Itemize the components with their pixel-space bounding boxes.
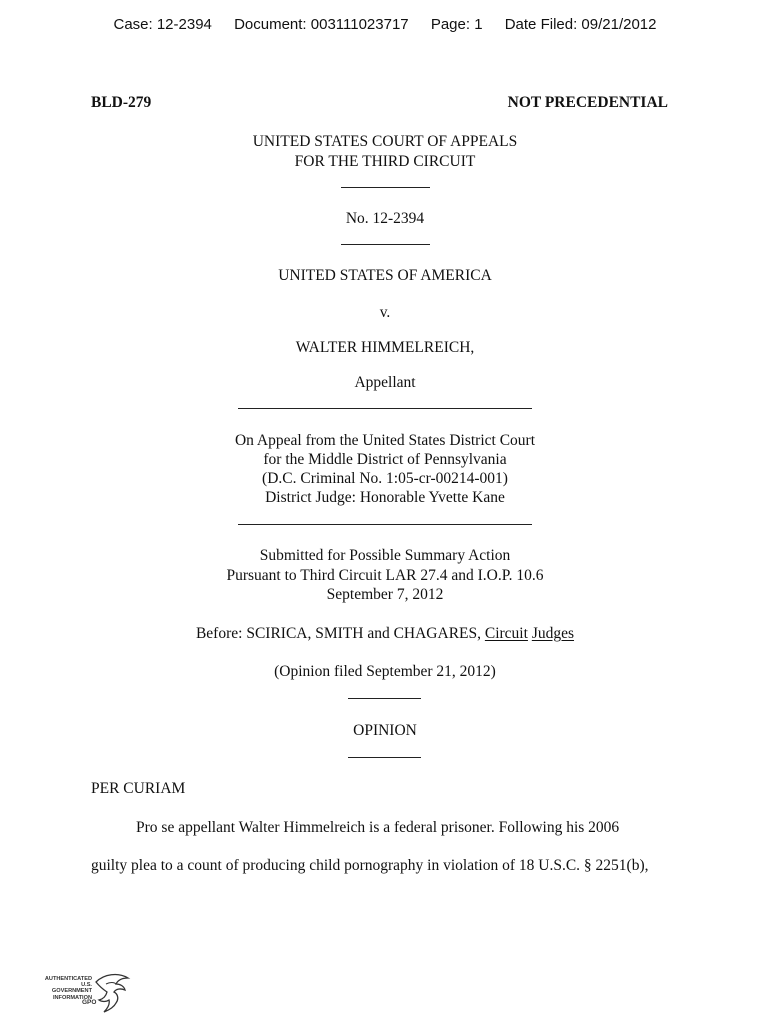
divider — [341, 244, 430, 245]
appeal-line-3: (D.C. Criminal No. 1:05-cr-00214-001) — [262, 470, 508, 487]
panel-judges-word: Judges — [531, 625, 575, 642]
divider — [348, 757, 421, 758]
opinion-filed-date: (Opinion filed September 21, 2012) — [274, 663, 496, 680]
party-role: Appellant — [354, 374, 416, 391]
opinion-paragraph-line-2: guilty plea to a count of producing child pornography in violation of 18 U.S.C. § 2251(b), — [91, 857, 649, 874]
per-curiam-label: PER CURIAM — [91, 780, 186, 797]
appeal-line-4: District Judge: Honorable Yvette Kane — [265, 489, 505, 506]
submitted-line-2: Pursuant to Third Circuit LAR 27.4 and I.O.P. 10.6 — [226, 567, 544, 584]
date-filed-label: Date Filed: 09/21/2012 — [504, 16, 657, 33]
filing-header — [0, 16, 770, 33]
seal-line-3: INFORMATION — [52, 994, 92, 1001]
court-name-line1: UNITED STATES COURT OF APPEALS — [252, 133, 518, 150]
panel-circuit-word: Circuit — [484, 625, 528, 642]
court-name-line2: FOR THE THIRD CIRCUIT — [294, 153, 476, 170]
panel-judges-names: Before: SCIRICA, SMITH and CHAGARES, — [195, 625, 485, 642]
divider — [238, 408, 532, 409]
seal-line-1: AUTHENTICATED — [44, 976, 92, 982]
case-number-label: Case: 12-2394 — [113, 16, 212, 33]
submitted-date: September 7, 2012 — [326, 586, 444, 603]
opinion-heading: OPINION — [353, 722, 417, 739]
eagle-icon — [92, 972, 132, 1016]
party-plaintiff: UNITED STATES OF AMERICA — [278, 267, 492, 284]
appeal-line-2: for the Middle District of Pennsylvania — [263, 451, 507, 468]
versus-label: v. — [379, 304, 391, 321]
divider — [341, 187, 430, 188]
submitted-line-1: Submitted for Possible Summary Action — [259, 547, 511, 564]
gpo-authentication-seal — [42, 972, 132, 1016]
party-defendant: WALTER HIMMELREICH, — [295, 339, 475, 356]
case-number: No. 12-2394 — [345, 210, 425, 227]
docket-code: BLD-279 — [91, 94, 152, 111]
panel-judges — [0, 624, 770, 644]
page-number-label: Page: 1 — [430, 16, 483, 33]
divider — [348, 698, 421, 699]
document-number-label: Document: 003111023717 — [234, 16, 409, 33]
seal-line-2: U.S. GOVERNMENT — [51, 982, 92, 995]
seal-text — [42, 976, 92, 1001]
divider — [238, 524, 532, 525]
appeal-line-1: On Appeal from the United States District Court — [234, 432, 536, 449]
opinion-paragraph-line-1: Pro se appellant Walter Himmelreich is a federal prisoner. Following his 2006 — [136, 819, 620, 836]
seal-gpo-label: GPO — [82, 999, 97, 1006]
precedential-status: NOT PRECEDENTIAL — [507, 94, 668, 111]
